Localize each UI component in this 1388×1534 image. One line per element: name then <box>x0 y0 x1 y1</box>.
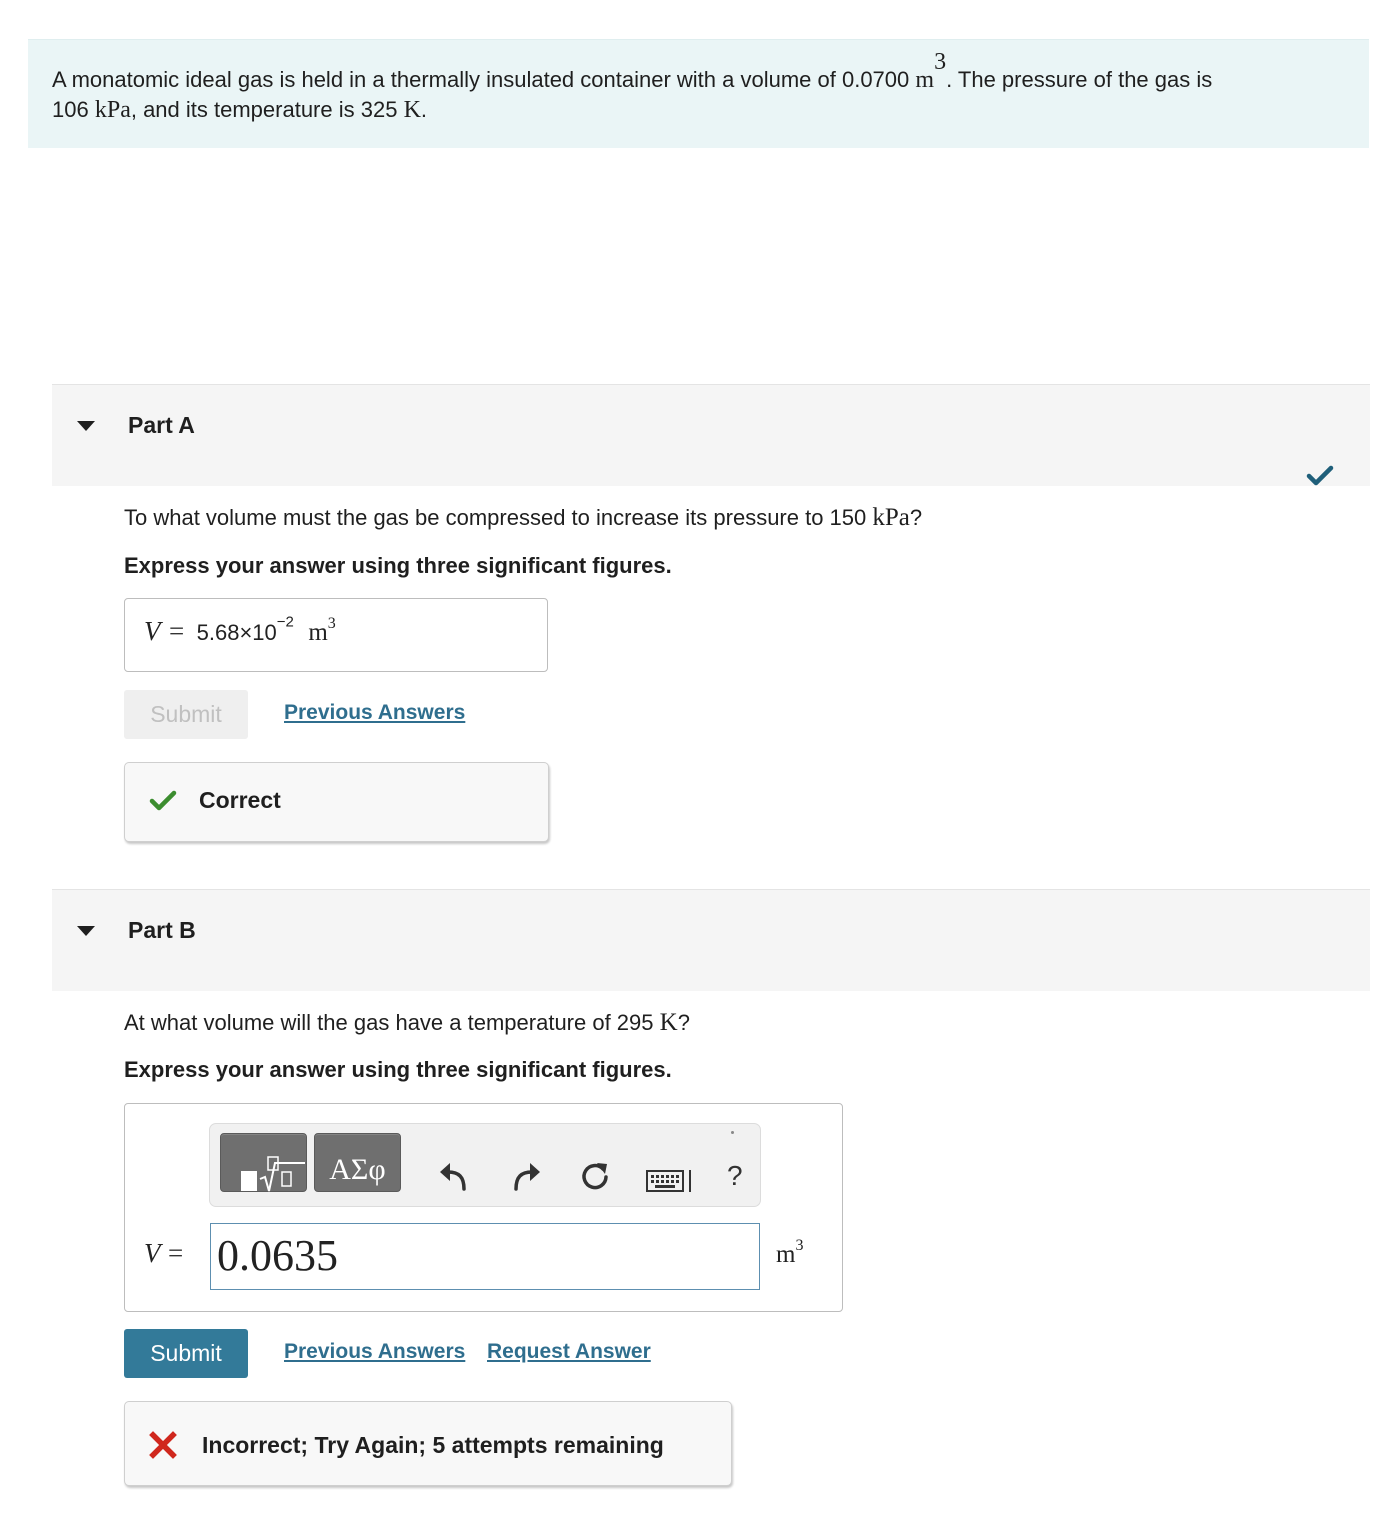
part-a-feedback-box <box>124 762 549 842</box>
greek-letters-button[interactable]: ΑΣφ <box>314 1133 401 1192</box>
correct-check-icon <box>148 788 178 814</box>
part-b-question: At what volume will the gas have a temperature of 295 K? <box>124 1009 690 1036</box>
part-a-submit-button[interactable]: Submit <box>124 690 248 739</box>
part-b-variable-label: V = <box>144 1238 184 1268</box>
collapse-caret-icon[interactable] <box>77 421 95 431</box>
keyboard-icon[interactable] <box>645 1167 697 1195</box>
part-a-question: To what volume must the gas be compressed to increase its pressure to 150 kPa? <box>124 504 923 531</box>
part-a-previous-answers-link[interactable]: Previous Answers <box>284 701 466 724</box>
redo-icon[interactable] <box>509 1160 543 1192</box>
part-b-previous-answers-link[interactable]: Previous Answers <box>284 1340 466 1363</box>
collapse-caret-icon[interactable] <box>77 926 95 936</box>
part-b-unit: $m^3$ <box>776 1237 804 1268</box>
request-answer-link[interactable]: Request Answer <box>487 1340 651 1363</box>
part-a-header[interactable] <box>52 384 1370 486</box>
problem-intro-text: A monatomic ideal gas is held in a thermally insulated container with a volume of 0.0700 $m^3$. The pressure of the gas is 106 kPa, and its temperature is 325 K. <box>52 49 1213 123</box>
part-a-feedback-text: Correct <box>199 787 281 813</box>
toolbar-dot-icon <box>731 1131 734 1134</box>
checkmark-icon <box>1306 464 1334 488</box>
part-b-instruction: Express your answer using three significant figures. <box>124 1057 672 1082</box>
part-b-feedback-text: Incorrect; Try Again; 5 attempts remaining <box>202 1432 664 1458</box>
part-a-title: Part A <box>128 412 195 438</box>
part-b-submit-button[interactable]: Submit <box>124 1329 248 1378</box>
part-b-title: Part B <box>128 917 196 943</box>
part-b-answer-input[interactable]: 0.0635 <box>210 1223 760 1290</box>
incorrect-x-icon <box>149 1431 177 1459</box>
undo-icon[interactable] <box>437 1160 471 1192</box>
templates-icon <box>221 1134 308 1193</box>
part-b-header[interactable] <box>52 889 1370 991</box>
part-a-instruction: Express your answer using three significant figures. <box>124 553 672 578</box>
help-button[interactable]: ? <box>727 1160 743 1191</box>
reset-icon[interactable] <box>578 1160 612 1194</box>
part-a-answer: $V = 5.68\times 10^{-2}$ $m^3$ <box>144 613 336 646</box>
templates-button[interactable] <box>220 1133 307 1192</box>
